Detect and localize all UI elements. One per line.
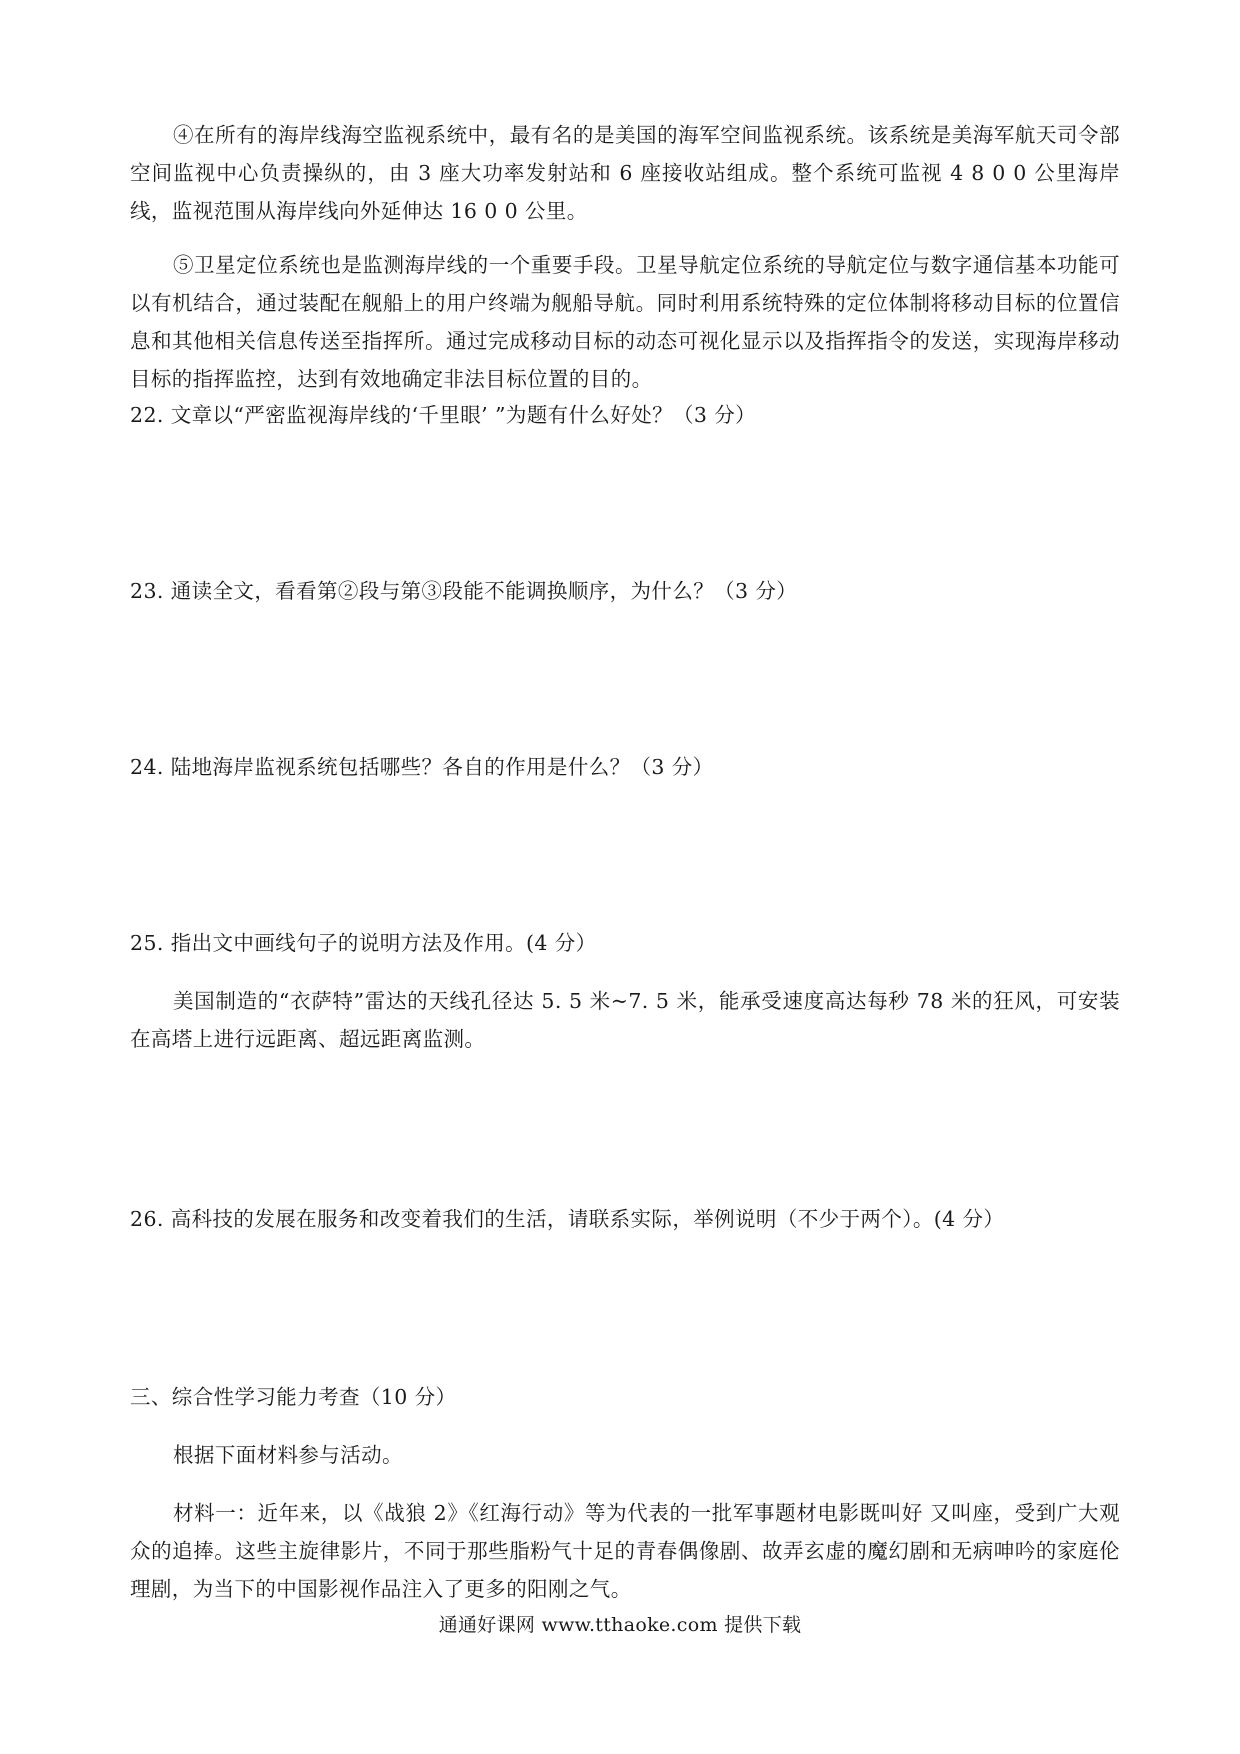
section-3-intro: 根据下面材料参与活动。 xyxy=(173,1443,403,1467)
question-23: 23. 通读全文，看看第②段与第③段能不能调换顺序，为什么？（3 分） xyxy=(130,579,798,603)
question-25: 25. 指出文中画线句子的说明方法及作用。(4 分） xyxy=(130,931,597,955)
question-25-quote: 美国制造的“衣萨特”雷达的天线孔径达 5. 5 米~7. 5 米，能承受速度高达每秒 78 米的狂风，可安装在高塔上进行远距离、超远距离监测。 xyxy=(130,989,1120,1051)
question-22: 22. 文章以“严密监视海岸线的‘千里眼’ ”为题有什么好处？（3 分） xyxy=(130,403,757,427)
section-3-heading: 三、综合性学习能力考查（10 分） xyxy=(130,1385,457,1409)
material-1: 材料一：近年来，以《战狼 2》《红海行动》等为代表的一批军事题材电影既叫好 又叫座，受到广大观众的追捧。这些主旋律影片，不同于那些脂粉气十足的青春偶像剧、故弄玄虚的魔幻剧和无病呻吟的家庭伦理剧，为当下的中国影视作品注入了更多的阳刚之气。 xyxy=(130,1501,1120,1601)
question-24: 24. 陆地海岸监视系统包括哪些？各自的作用是什么？（3 分） xyxy=(130,755,714,779)
question-26: 26. 高科技的发展在服务和改变着我们的生活，请联系实际，举例说明（不少于两个）。(4 分） xyxy=(130,1207,1005,1231)
passage-paragraph-5: ⑤卫星定位系统也是监测海岸线的一个重要手段。卫星导航定位系统的导航定位与数字通信基本功能可以有机结合，通过装配在舰船上的用户终端为舰船导航。同时利用系统特殊的定位体制将移动目标的位置信息和其他相关信息传送至指挥所。通过完成移动目标的动态可视化显示以及指挥指令的发送，实现海岸移动目标的指挥监控，达到有效地确定非法目标位置的目的。 xyxy=(130,253,1120,391)
footer-source: 通通好课网 www.tthaoke.com 提供下载 xyxy=(438,1614,802,1636)
passage-paragraph-4: ④在所有的海岸线海空监视系统中，最有名的是美国的海军空间监视系统。该系统是美海军航天司令部空间监视中心负责操纵的，由 3 座大功率发射站和 6 座接收站组成。整个系统可监视 4 8 0 0 公里海岸线，监视范围从海岸线向外延伸达 16 0 0 公里。 xyxy=(130,123,1120,223)
